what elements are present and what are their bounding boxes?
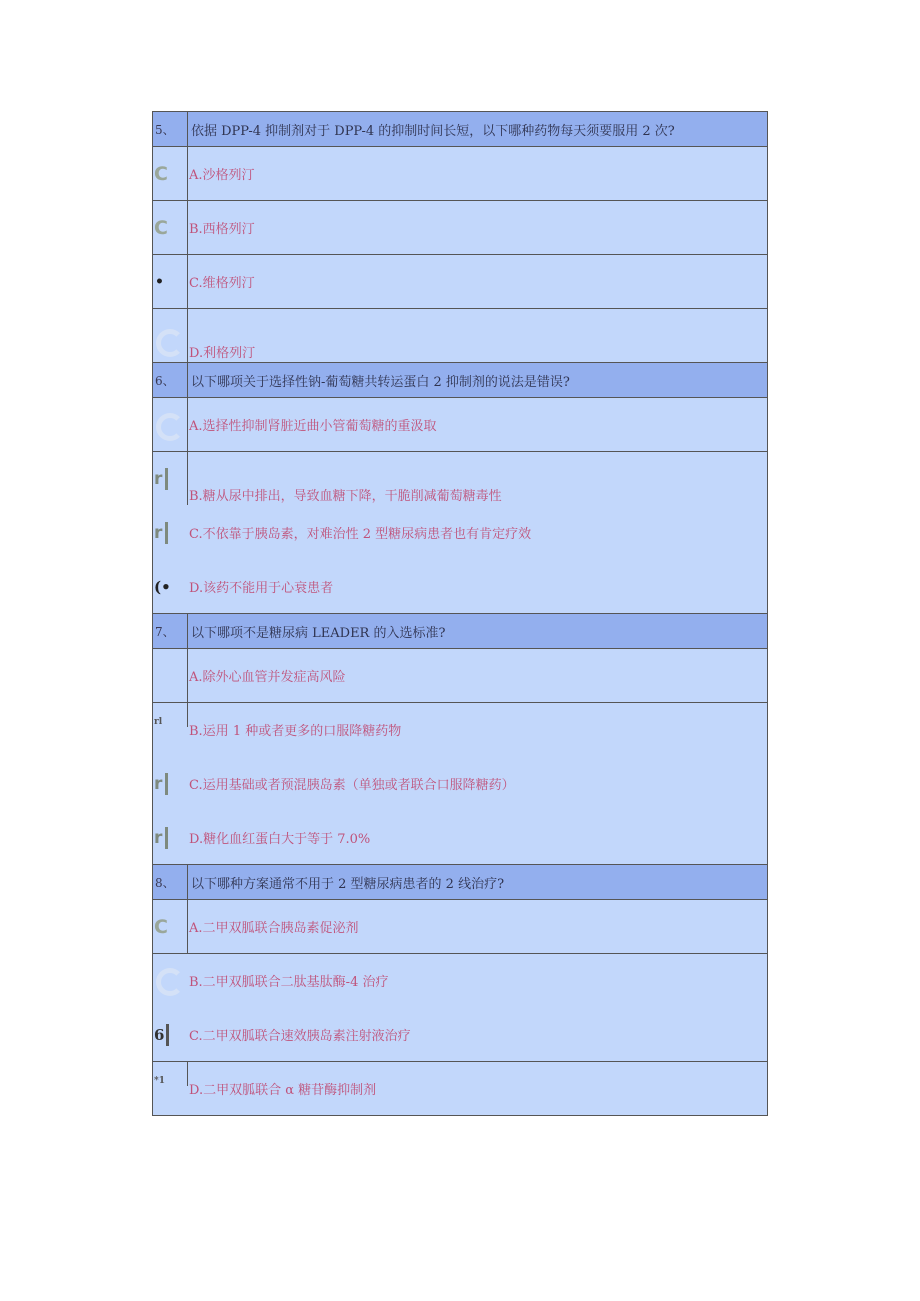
radio-ring-icon <box>156 413 184 441</box>
option-row[interactable] <box>153 1007 767 1061</box>
option-text: A.除外心血管并发症高风险 <box>189 670 346 685</box>
bar-icon <box>165 827 168 849</box>
question-row <box>153 613 767 648</box>
question-number: 7、 <box>153 614 188 648</box>
option-row[interactable] <box>153 397 767 451</box>
option-radio-marker[interactable]: C <box>153 201 188 254</box>
radio-ring-icon <box>156 968 184 996</box>
question-number: 8、 <box>153 865 188 899</box>
option-radio-marker[interactable]: C <box>153 147 188 200</box>
option-radio-marker[interactable]: r <box>153 506 188 559</box>
option-text: D.糖化血红蛋白大于等于 7.0% <box>189 832 371 847</box>
question-row <box>153 864 767 899</box>
quiz-table <box>152 111 768 1116</box>
option-text: C.不依靠于胰岛素，对难治性 2 型糖尿病患者也有肯定疗效 <box>189 527 532 542</box>
option-text: A.沙格列汀 <box>189 168 255 183</box>
question-row <box>153 111 767 146</box>
option-text: C.维格列汀 <box>189 276 255 291</box>
question-text: 依据 DPP-4 抑制剂对于 DPP-4 的抑制时间长短，以下哪种药物每天须要服用 2 次? <box>191 123 675 139</box>
option-selected-dot[interactable]: • <box>153 255 188 308</box>
bar-icon <box>165 522 168 544</box>
option-row[interactable] <box>153 451 767 505</box>
option-radio-marker[interactable]: *1 <box>153 1062 188 1086</box>
option-row[interactable] <box>153 1061 767 1115</box>
option-text: D.二甲双胍联合 α 糖苷酶抑制剂 <box>189 1083 377 1098</box>
option-row[interactable] <box>153 756 767 810</box>
question-number: 5、 <box>153 112 188 146</box>
question-number: 6、 <box>153 363 188 397</box>
option-row[interactable] <box>153 810 767 864</box>
option-radio-marker[interactable] <box>153 398 188 451</box>
option-text: A.二甲双胍联合胰岛素促泌剂 <box>189 921 359 936</box>
option-text: B.运用 1 种或者更多的口服降糖药物 <box>189 724 402 739</box>
option-radio-marker[interactable] <box>153 649 188 702</box>
option-text: B.二甲双胍联合二肽基肽酶-4 治疗 <box>189 975 389 990</box>
bar-icon <box>166 1024 169 1046</box>
option-row[interactable] <box>153 648 767 702</box>
option-radio-marker[interactable]: C <box>153 900 188 953</box>
option-row[interactable] <box>153 559 767 613</box>
option-text: D.该药不能用于心衰患者 <box>189 581 334 596</box>
question-text: 以下哪项关于选择性钠-葡萄糖共转运蛋白 2 抑制剂的说法是错误? <box>191 374 570 390</box>
question-text: 以下哪项不是糖尿病 LEADER 的入选标准? <box>191 625 446 641</box>
option-radio-marker[interactable]: r <box>153 757 188 810</box>
bar-icon <box>165 773 168 795</box>
bar-icon <box>165 468 168 490</box>
option-text: A.选择性抑制肾脏近曲小管葡萄糖的重汲取 <box>189 419 437 434</box>
question-text: 以下哪种方案通常不用于 2 型糖尿病患者的 2 线治疗? <box>191 876 505 892</box>
option-text: C.运用基础或者预混胰岛素（单独或者联合口服降糖药） <box>189 778 515 793</box>
option-row[interactable] <box>153 899 767 953</box>
option-row[interactable] <box>153 505 767 559</box>
option-radio-marker[interactable] <box>153 954 188 1007</box>
option-row[interactable] <box>153 200 767 254</box>
option-text: B.西格列汀 <box>189 222 255 237</box>
option-radio-marker[interactable]: r <box>153 811 188 864</box>
radio-ring-icon <box>156 329 184 357</box>
option-radio-marker[interactable]: 6 <box>153 1008 188 1061</box>
option-row[interactable] <box>153 308 767 362</box>
option-row[interactable] <box>153 953 767 1007</box>
option-radio-marker[interactable] <box>153 309 188 362</box>
option-text: B.糖从尿中排出，导致血糖下降，干脆削减葡萄糖毒性 <box>189 489 502 504</box>
option-radio-marker[interactable]: r <box>153 452 188 505</box>
option-row[interactable] <box>153 146 767 200</box>
option-row[interactable] <box>153 254 767 308</box>
option-text: C.二甲双胍联合速效胰岛素注射液治疗 <box>189 1029 411 1044</box>
option-text: D.利格列汀 <box>189 346 256 361</box>
option-radio-marker[interactable]: rl <box>153 703 188 727</box>
question-row <box>153 362 767 397</box>
option-selected-dot[interactable]: (• <box>154 577 171 596</box>
option-row[interactable] <box>153 702 767 756</box>
